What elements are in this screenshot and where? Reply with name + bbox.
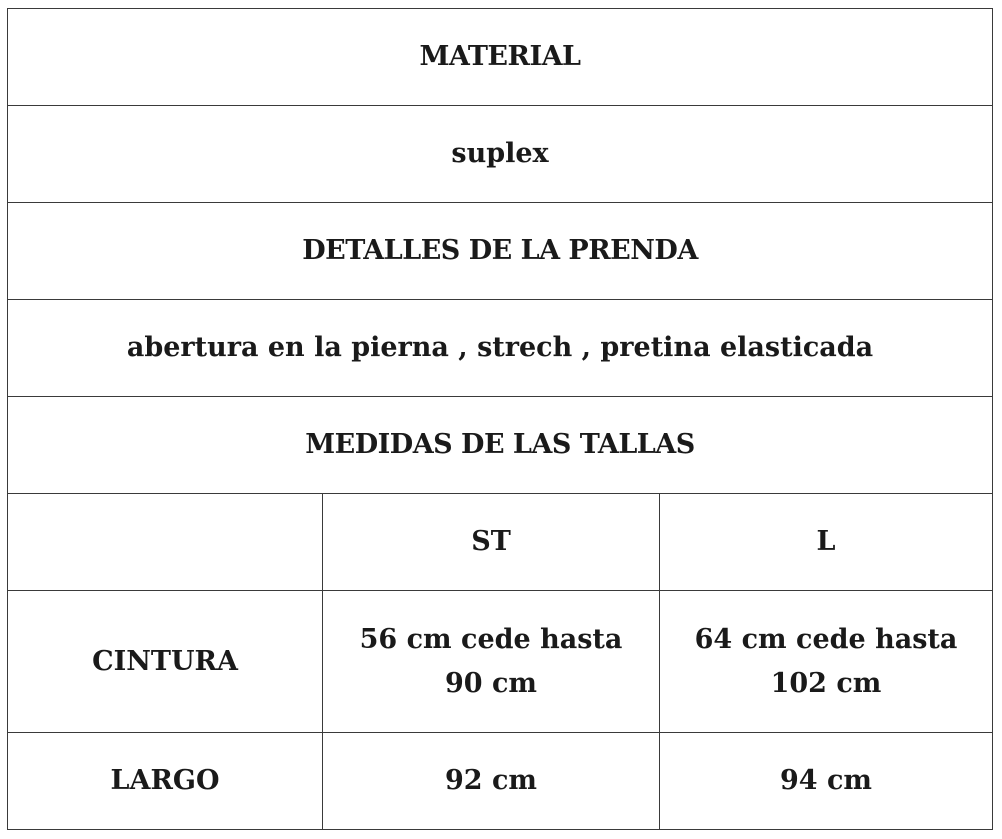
largo-st-value: 92 cm [323, 733, 660, 830]
measure-label-largo: LARGO [8, 733, 323, 830]
details-value-row [8, 300, 993, 397]
size-column-empty [8, 494, 323, 591]
sizes-heading-row [8, 397, 993, 494]
largo-l-value: 94 cm [660, 733, 993, 830]
cintura-l-line-1: 64 cm cede hasta [694, 623, 958, 655]
details-heading-row [8, 203, 993, 300]
product-spec-table [7, 8, 993, 830]
size-column-st: ST [323, 494, 660, 591]
material-value-row [8, 106, 993, 203]
material-heading: MATERIAL [8, 9, 993, 106]
details-heading: DETALLES DE LA PRENDA [8, 203, 993, 300]
cintura-st-value [323, 591, 660, 733]
cintura-st-line-2: 90 cm [445, 667, 537, 699]
size-column-l: L [660, 494, 993, 591]
cintura-l-line-2: 102 cm [770, 667, 882, 699]
size-columns-row [8, 494, 993, 591]
cintura-l-value [660, 591, 993, 733]
table-row-cintura [8, 591, 993, 733]
measure-label-cintura: CINTURA [8, 591, 323, 733]
table-row-largo [8, 733, 993, 830]
material-value: suplex [8, 106, 993, 203]
sizes-heading: MEDIDAS DE LAS TALLAS [8, 397, 993, 494]
cintura-st-line-1: 56 cm cede hasta [359, 623, 623, 655]
material-heading-row [8, 9, 993, 106]
details-value: abertura en la pierna , strech , pretina elasticada [8, 300, 993, 397]
